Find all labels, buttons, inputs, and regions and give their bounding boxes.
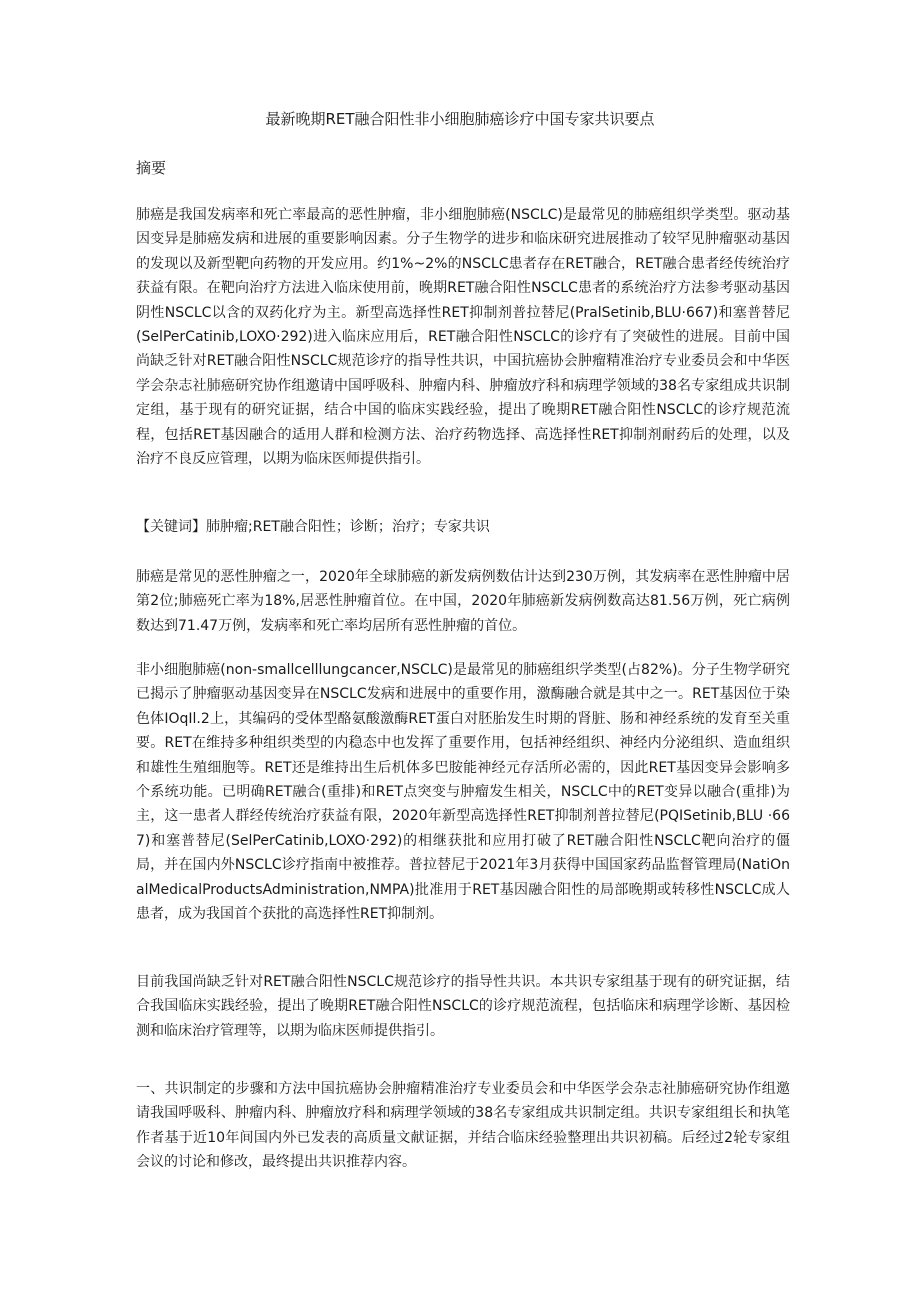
abstract-paragraph: 肺癌是我国发病率和死亡率最高的恶性肿瘤，非小细胞肺癌(NSCLC)是最常见的肺癌组织学类型。驱动基因变异是肺癌发病和进展的重要影响因素。分子生物学的进步和临床研究进展推动了较罕见肿瘤驱动基因的发现以及新型靶向药物的开发应用。约1%~2%的NSCLC患者存在RET融合，RET融合患者经传统治疗获益有限。在靶向治疗方法进入临床使用前，晚期RET融合阳性NSCLC患者的系统治疗方法参考驱动基因阴性NSCLC以含的双药化疗为主。新型高选择性RET抑制剂普拉替尼(PralSetinib,BLU·667)和塞普替尼(SelPerCatinib,LOXO·292)进入临床应用后，RET融合阳性NSCLC的诊疗有了突破性的进展。目前中国尚缺乏针对RET融合阳性NSCLC规范诊疗的指导性共识，中国抗癌协会肿瘤精准治疗专业委员会和中华医学会杂志社肺癌研究协作组邀请中国呼吸科、肿瘤内科、肿瘤放疗科和病理学领域的38名专家组成共识制定组，基于现有的研究证据，结合中国的临床实践经验，提出了晚期RET融合阳性NSCLC的诊疗规范流程，包括RET基因融合的适用人群和检测方法、治疗药物选择、高选择性RET抑制剂耐药后的处理，以及治疗不良反应管理，以期为临床医师提供指引。 bbox=[136, 207, 790, 468]
body-paragraph-ret-background: 非小细胞肺癌(non-smallcelllungcancer,NSCLC)是最常见的肺癌组织学类型(占82%)。分子生物学研究已揭示了肿瘤驱动基因变异在NSCLC发病和进展中的重要作用，激酶融合就是其中之一。RET基因位于染色体IOqIl.2上，其编码的受体型酪氨酸激酶RET蛋白对胚胎发生时期的肾脏、肠和神经系统的发育至关重要。RET在维持多种组织类型的内稳态中也发挥了重要作用，包括神经组织、神经内分泌组织、造血组织和雄性生殖细胞等。RET还是维持出生后机体多巴胺能神经元存活所必需的，因此RET基因变异会影响多个系统功能。已明确RET融合(重排)和RET点突变与肿瘤发生相关，NSCLC中的RET变异以融合(重排)为主，这一患者人群经传统治疗获益有限，2020年新型高选择性RET抑制剂普拉替尼(PQISetinib,BLU ·667)和塞普替尼(SelPerCatinib,LOXO·292)的相继获批和应用打破了RET融合阳性NSCLC靶向治疗的僵局，并在国内外NSCLC诊疗指南中被推荐。普拉替尼于2021年3月获得中国国家药品监督管理局(NatiOnalMedicalProductsAdministration,NMPA)批准用于RET基因融合阳性的局部晚期或转移性NSCLC成人患者，成为我国首个获批的高选择性RET抑制剂。 bbox=[136, 662, 790, 923]
abstract-heading: 摘要 bbox=[136, 159, 167, 177]
document-title: 最新晚期RET融合阳性非小细胞肺癌诊疗中国专家共识要点 bbox=[265, 110, 655, 128]
body-paragraph-consensus-purpose: 目前我国尚缺乏针对RET融合阳性NSCLC规范诊疗的指导性共识。本共识专家组基于现有的研究证据，结合我国临床实践经验，提出了晚期RET融合阳性NSCLC的诊疗规范流程，包括临床和病理学诊断、基因检测和临床治疗管理等，以期为临床医师提供指引。 bbox=[136, 974, 790, 1039]
keywords-line: 【关键词】肺肿瘤;RET融合阳性；诊断；治疗；专家共识 bbox=[136, 519, 490, 535]
body-paragraph-epidemiology: 肺癌是常见的恶性肿瘤之一，2020年全球肺癌的新发病例数估计达到230万例，其发病率在恶性肿瘤中居第2位;肺癌死亡率为18%,居恶性肿瘤首位。在中国，2020年肺癌新发病例数高达81.56万例，死亡病例数达到71.47万例，发病率和死亡率均居所有恶性肿瘤的首位。 bbox=[136, 569, 790, 634]
body-paragraph-methods: 一、共识制定的步骤和方法中国抗癌协会肿瘤精准治疗专业委员会和中华医学会杂志社肺癌研究协作组邀请我国呼吸科、肿瘤内科、肿瘤放疗科和病理学领域的38名专家组成共识制定组。共识专家组组长和执笔作者基于近10年间国内外已发表的高质量文献证据，并结合临床经验整理出共识初稿。后经过2轮专家组会议的讨论和修改，最终提出共识推荐内容。 bbox=[136, 1081, 790, 1171]
